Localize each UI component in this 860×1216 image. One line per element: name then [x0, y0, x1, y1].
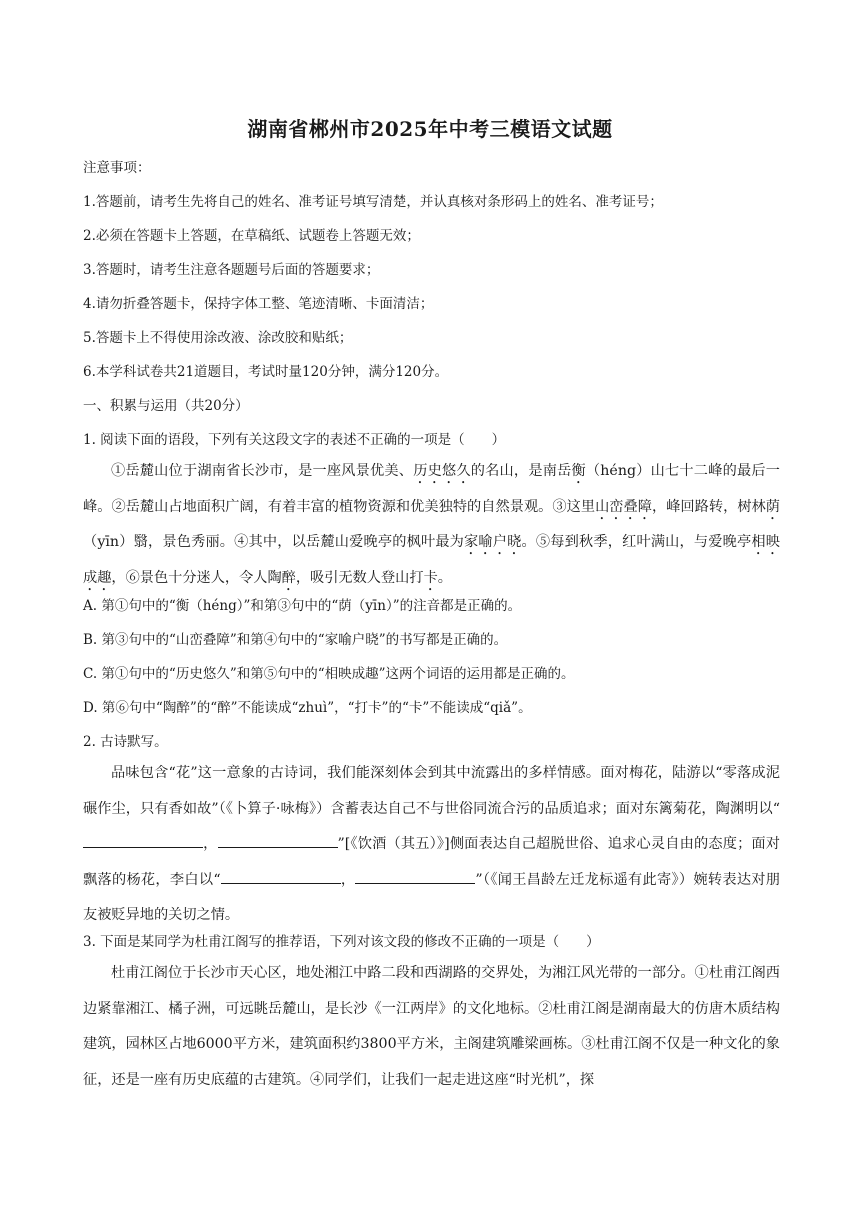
- passage-text: ，⑥景色十分迷人，令人陶: [111, 569, 282, 586]
- passage-text: 的名山，是南岳: [470, 463, 572, 479]
- emphasized-word: 醉: [281, 569, 296, 586]
- emphasized-word: 相映成趣: [83, 534, 780, 586]
- emphasized-word: 卡: [423, 569, 438, 586]
- passage-text: （yīn）翳，景色秀丽。④其中，以岳麓山爱晚亭的枫叶最为: [83, 534, 465, 550]
- notice-item: 6.本学科试卷共21道题目，考试时量120分钟，满分120分。: [83, 364, 449, 380]
- passage-text: （héng）山七十二峰的最后一峰。②岳麓山占地面积广阔，有着丰富的植物资源和优美独特的自然景观。③这里: [83, 463, 780, 515]
- passage-text: 。: [437, 569, 452, 586]
- emphasized-word: 家喻户晓: [464, 534, 522, 550]
- notice-item: 4.请勿折叠答题卡，保持字体工整、笔迹清晰、卡面清洁；: [83, 296, 434, 312]
- question-3-passage: 杜甫江阁位于长沙市天心区，地处湘江中路二段和西湖路的交界处，为湘江风光带的一部分。①杜甫江阁西边紧靠湘江、橘子洲，可远眺岳麓山，是长沙《一江两岸》的文化地标。②杜甫江阁是湖南最大的仿唐木质结构建筑，园林区占地6000平方米，建筑面积约3800平方米，主阁建筑雕梁画栋。③杜甫江阁不仅是一种文化的象征，还是一座有历史底蕴的古建筑。④同学们，让我们一起走进这座“时光机”，探: [83, 965, 780, 1088]
- option-d: D. 第⑥句中“陶醉”的“醉”不能读成“zhuì”，“打卡”的“卡”不能读成“qiǎ”。: [83, 700, 532, 716]
- page-title: 湖南省郴州市2025年中考三模语文试题: [247, 117, 613, 141]
- emphasized-word: 衡: [571, 463, 586, 479]
- answer-blank[interactable]: [83, 831, 203, 848]
- option-c: C. 第①句中的“历史悠久”和第⑤句中的“相映成趣”这两个词语的运用都是正确的。: [83, 666, 575, 682]
- separator: ，: [203, 836, 218, 852]
- notice-item: 2.必须在答题卡上答题，在草稿纸、试题卷上答题无效；: [83, 228, 420, 244]
- passage-text: 。⑤每到秋季，红叶满山，与爱晚亭: [521, 534, 752, 550]
- answer-blank[interactable]: [221, 867, 341, 884]
- option-b: B. 第③句中的“山峦叠障”和第④句中的“家喻户晓”的书写都是正确的。: [83, 632, 508, 648]
- section-heading: 一、积累与运用（共20分）: [83, 398, 249, 414]
- option-a: A. 第①句中的“衡（héng）”和第③句中的“荫（yīn）”的注音都是正确的。: [83, 598, 522, 614]
- notice-heading: 注意事项：: [83, 160, 151, 176]
- passage-text: ①岳麓山位于湖南省长沙市，是一座风景优美、: [111, 463, 414, 479]
- emphasized-word: 历史悠久: [413, 463, 471, 479]
- emphasized-word: 荫: [765, 498, 780, 515]
- notice-item: 1.答题前，请考生先将自己的姓名、准考证号填写清楚，并认真核对条形码上的姓名、准考证号；: [83, 194, 663, 210]
- separator: ，: [340, 871, 356, 888]
- passage-text: ，吸引无数人登山打: [295, 569, 424, 586]
- question-2-passage: [83, 756, 780, 934]
- answer-blank[interactable]: [218, 831, 338, 848]
- question-2-stem: 2. 古诗默写。: [83, 734, 168, 750]
- notice-item: 5.答题卡上不得使用涂改液、涂改胶和贴纸；: [83, 330, 353, 346]
- emphasized-word: 山峦叠障: [595, 498, 652, 515]
- notice-item: 3.答题时，请考生注意各题题号后面的答题要求；: [83, 262, 380, 278]
- question-3-stem: 3. 下面是某同学为杜甫江阁写的推荐语，下列对该文段的修改不正确的一项是（ ）: [83, 934, 600, 950]
- question-1-stem: 1. 阅读下面的语段，下列有关这段文字的表述不正确的一项是（ ）: [83, 432, 506, 448]
- passage-text: ，峰回路转，树林: [651, 498, 766, 515]
- passage-text: ”（《闻王昌龄左迁龙标遥有此寄》）婉转表达对朋友被贬异地的关切之情。: [83, 871, 780, 923]
- passage-text: ”[《饮酒（其五）》]侧面表达自己超脱世俗、追求心灵自由的态度；面对飘落的杨花，李白以“: [83, 836, 780, 888]
- passage-text: 品味包含“花”这一意象的古诗词，我们能深刻体会到其中流露出的多样情感。面对梅花，陆游以“零落成泥碾作尘，只有香如故”（《卜算子·咏梅》）含蓄表达自己不与世俗同流合污的品质追求；面对东篱菊花，陶渊明以“: [83, 765, 780, 817]
- answer-blank[interactable]: [355, 867, 475, 884]
- question-1-passage: [83, 454, 780, 596]
